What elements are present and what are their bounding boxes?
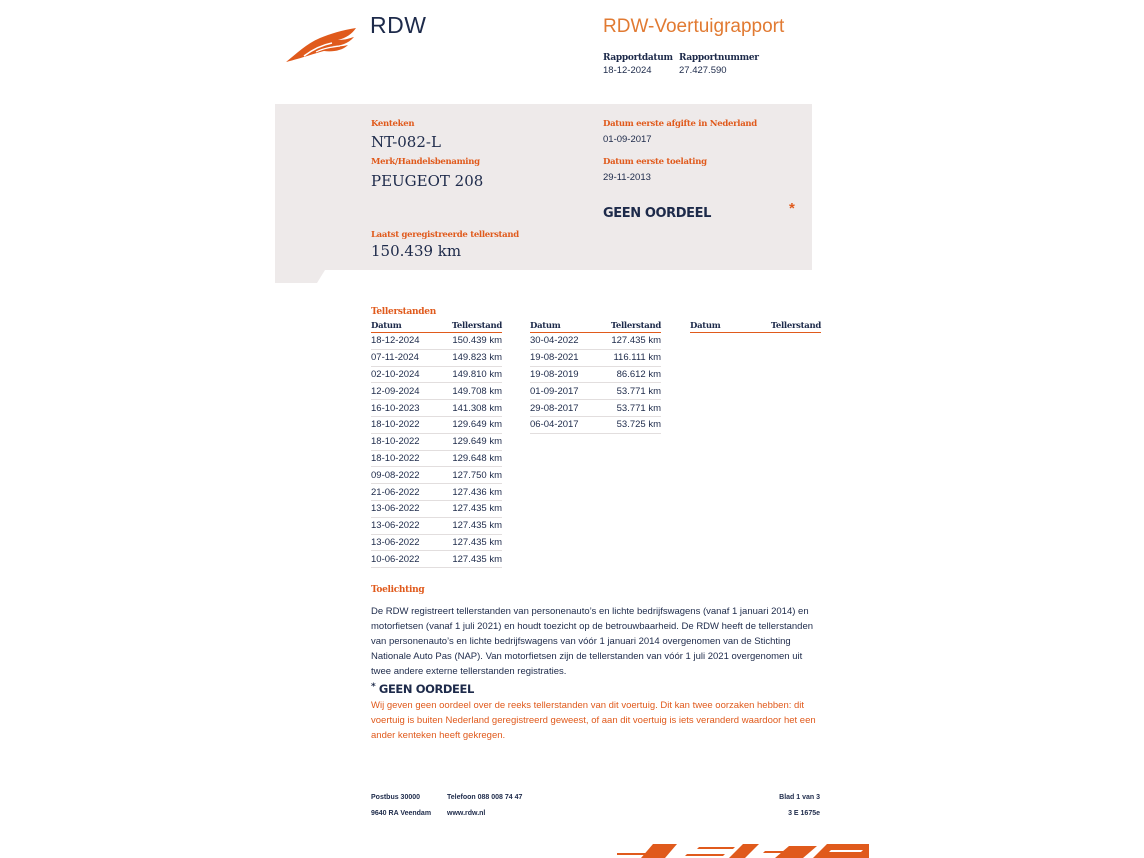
odometer-date: 18-10-2022 xyxy=(371,452,420,464)
footer-postbus: Postbus 30000 xyxy=(371,794,421,801)
odometer-reading: 116.111 km xyxy=(613,352,661,364)
odometer-section-title: Tellerstanden xyxy=(371,307,436,317)
verdict-status: GEEN OORDEEL xyxy=(603,206,711,221)
odometer-date: 29-08-2017 xyxy=(530,402,579,414)
odometer-reading: 53.771 km xyxy=(616,402,661,414)
no-verdict-heading xyxy=(371,682,474,696)
odometer-reading: 127.435 km xyxy=(452,503,502,515)
first-admission-value: 29-11-2013 xyxy=(603,172,651,183)
odometer-reading: 150.439 km xyxy=(452,335,502,347)
report-title: RDW-Voertuigrapport xyxy=(603,16,785,37)
odometer-reading: 141.308 km xyxy=(452,402,502,414)
footer-phone: Telefoon 088 008 74 47 xyxy=(447,794,523,801)
report-number-label: Rapportnummer xyxy=(679,53,759,63)
odometer-date: 10-06-2022 xyxy=(371,553,420,565)
odometer-row xyxy=(371,518,502,535)
odometer-reading: 127.436 km xyxy=(452,486,502,498)
odometer-header-reading: Tellerstand xyxy=(610,321,661,331)
odometer-row xyxy=(371,400,502,417)
odometer-reading: 127.435 km xyxy=(611,335,661,347)
odometer-reading: 149.708 km xyxy=(452,385,502,397)
odometer-reading: 127.435 km xyxy=(452,520,502,532)
odometer-row xyxy=(371,535,502,552)
odometer-row xyxy=(371,551,502,568)
report-date-label: Rapportdatum xyxy=(603,53,673,63)
odometer-header-reading: Tellerstand xyxy=(451,321,502,331)
footer-website: www.rdw.nl xyxy=(447,810,486,817)
odometer-date: 18-12-2024 xyxy=(371,335,420,347)
odometer-column-1 xyxy=(371,321,502,568)
odometer-date: 18-10-2022 xyxy=(371,436,420,448)
report-number-block xyxy=(679,53,759,76)
odometer-reading: 127.435 km xyxy=(452,553,502,565)
footer-document-code: 3 E 1675e xyxy=(788,810,820,817)
plate-value: NT-082-L xyxy=(371,133,441,151)
odometer-row xyxy=(371,417,502,434)
odometer-reading: 53.771 km xyxy=(616,385,661,397)
report-number: 27.427.590 xyxy=(679,65,727,76)
last-odometer-label: Laatst geregistreerde tellerstand xyxy=(371,230,519,240)
odometer-row xyxy=(371,350,502,367)
last-odometer-value: 150.439 km xyxy=(371,242,462,260)
odometer-row xyxy=(371,501,502,518)
odometer-date: 13-06-2022 xyxy=(371,520,420,532)
odometer-row xyxy=(530,350,661,367)
odometer-date: 18-10-2022 xyxy=(371,419,420,431)
odometer-date: 07-11-2024 xyxy=(371,352,419,364)
odometer-row xyxy=(371,367,502,384)
odometer-date: 21-06-2022 xyxy=(371,486,420,498)
odometer-date: 19-08-2021 xyxy=(530,352,579,364)
odometer-column-3 xyxy=(690,321,821,333)
first-issue-nl-label: Datum eerste afgifte in Nederland xyxy=(603,119,757,129)
odometer-date: 12-09-2024 xyxy=(371,385,420,397)
odometer-row xyxy=(371,434,502,451)
odometer-header-date: Datum xyxy=(371,321,402,331)
brand-name: RDW xyxy=(370,12,427,38)
footer-city: 9640 RA Veendam xyxy=(371,810,432,817)
odometer-row xyxy=(530,333,661,350)
first-admission-label: Datum eerste toelating xyxy=(603,157,707,167)
odometer-column-2 xyxy=(530,321,661,434)
verdict-asterisk: * xyxy=(789,200,795,217)
odometer-header xyxy=(690,321,821,333)
footer-stripe-decoration xyxy=(617,842,869,858)
no-verdict-marker: * xyxy=(371,682,376,692)
odometer-header-date: Datum xyxy=(690,321,721,331)
odometer-date: 02-10-2024 xyxy=(371,368,420,380)
odometer-row xyxy=(371,451,502,468)
explanation-text: De RDW registreert tellerstanden van personenauto’s en lichte bedrijfswagens (vanaf 1 januari 2014) en motorfietsen (vanaf 1 juli 2021) en houdt toezicht op de betrouwbaarheid. De RDW heeft de tellerstanden van personenauto’s en lichte bedrijfswagens van vóór 1 januari 2014 overgenomen van de Stichting Nationale Auto Pas (NAP). Van motorfietsen zijn de tellerstanden van vóór 1 juli 2021 overgenomen uit twee andere externe tellerstanden registraties. xyxy=(371,606,814,677)
card-foot-decoration xyxy=(275,270,812,283)
odometer-row xyxy=(371,467,502,484)
odometer-header xyxy=(371,321,502,333)
odometer-row xyxy=(530,367,661,384)
odometer-reading: 129.649 km xyxy=(452,436,502,448)
report-date: 18-12-2024 xyxy=(603,65,652,76)
odometer-header-date: Datum xyxy=(530,321,561,331)
odometer-date: 19-08-2019 xyxy=(530,368,579,380)
odometer-reading: 53.725 km xyxy=(616,419,661,431)
odometer-reading: 149.823 km xyxy=(452,352,502,364)
no-verdict-title: GEEN OORDEEL xyxy=(378,682,474,696)
plate-label: Kenteken xyxy=(371,119,415,129)
odometer-date: 30-04-2022 xyxy=(530,335,579,347)
odometer-reading: 149.810 km xyxy=(452,368,502,380)
odometer-row xyxy=(371,333,502,350)
odometer-reading: 129.649 km xyxy=(452,419,502,431)
footer-page-number: Blad 1 van 3 xyxy=(779,794,820,801)
report-date-block xyxy=(603,53,673,76)
odometer-date: 13-06-2022 xyxy=(371,503,420,515)
odometer-row xyxy=(530,383,661,400)
odometer-date: 13-06-2022 xyxy=(371,536,420,548)
make-label: Merk/Handelsbenaming xyxy=(371,157,480,167)
odometer-row xyxy=(530,400,661,417)
odometer-date: 16-10-2023 xyxy=(371,402,420,414)
odometer-reading: 129.648 km xyxy=(452,452,502,464)
odometer-row xyxy=(371,383,502,400)
odometer-date: 01-09-2017 xyxy=(530,385,579,397)
explanation-title: Toelichting xyxy=(371,585,425,595)
odometer-reading: 127.750 km xyxy=(452,469,502,481)
odometer-reading: 86.612 km xyxy=(616,368,661,380)
odometer-reading: 127.435 km xyxy=(452,536,502,548)
odometer-row xyxy=(530,417,661,434)
make-value: PEUGEOT 208 xyxy=(371,172,484,190)
odometer-date: 06-04-2017 xyxy=(530,419,579,431)
odometer-row xyxy=(371,484,502,501)
first-issue-nl-value: 01-09-2017 xyxy=(603,134,652,145)
rdw-logo-icon xyxy=(286,26,358,64)
odometer-header-reading: Tellerstand xyxy=(770,321,821,331)
odometer-header xyxy=(530,321,661,333)
odometer-date: 09-08-2022 xyxy=(371,469,420,481)
no-verdict-text: Wij geven geen oordeel over de reeks tellerstanden van dit voertuig. Dit kan twee oorzaken hebben: dit voertuig is buiten Nederland geregistreerd geweest, of aan dit voertuig is iets veranderd waardoor het een ander kenteken heeft gekregen. xyxy=(371,700,816,741)
